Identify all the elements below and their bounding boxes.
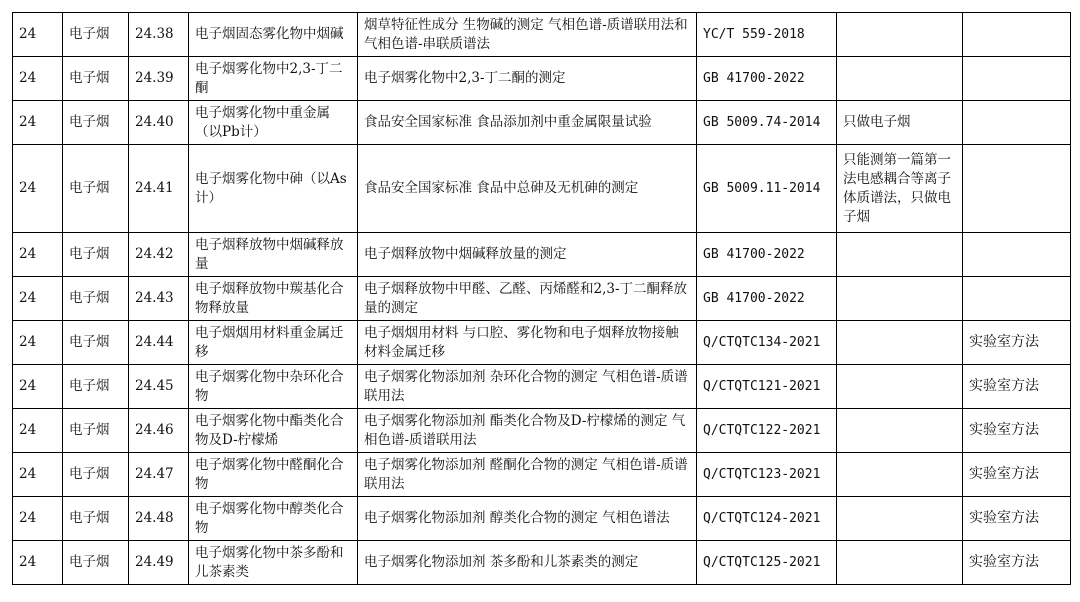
category-cell: 电子烟 xyxy=(63,453,129,497)
test-method-cell: 烟草特征性成分 生物碱的测定 气相色谱-质谱联用法和气相色谱-串联质谱法 xyxy=(358,13,697,57)
standard-code-cell: Q/CTQTC121-2021 xyxy=(697,365,837,409)
table-row xyxy=(13,233,1071,277)
category-number-cell: 24 xyxy=(13,145,63,233)
table-row xyxy=(13,497,1071,541)
table-row xyxy=(13,365,1071,409)
limitation-cell xyxy=(837,13,963,57)
table-row xyxy=(13,145,1071,233)
remark-cell: 实验室方法 xyxy=(963,453,1071,497)
limitation-cell xyxy=(837,409,963,453)
item-number-cell: 24.44 xyxy=(129,321,189,365)
category-cell: 电子烟 xyxy=(63,321,129,365)
category-number-cell: 24 xyxy=(13,321,63,365)
item-number-cell: 24.43 xyxy=(129,277,189,321)
remark-cell: 实验室方法 xyxy=(963,321,1071,365)
standard-code-cell: Q/CTQTC124-2021 xyxy=(697,497,837,541)
category-number-cell: 24 xyxy=(13,497,63,541)
test-item-cell: 电子烟雾化物中2,3-丁二酮 xyxy=(189,57,358,101)
limitation-cell xyxy=(837,453,963,497)
category-number-cell: 24 xyxy=(13,277,63,321)
remark-cell: 实验室方法 xyxy=(963,541,1071,585)
test-method-cell: 电子烟雾化物添加剂 杂环化合物的测定 气相色谱-质谱联用法 xyxy=(358,365,697,409)
remark-cell xyxy=(963,13,1071,57)
category-number-cell: 24 xyxy=(13,233,63,277)
table-row xyxy=(13,409,1071,453)
standard-code-cell: Q/CTQTC123-2021 xyxy=(697,453,837,497)
item-number-cell: 24.38 xyxy=(129,13,189,57)
category-number-cell: 24 xyxy=(13,57,63,101)
limitation-cell: 只做电子烟 xyxy=(837,101,963,145)
category-cell: 电子烟 xyxy=(63,365,129,409)
remark-cell: 实验室方法 xyxy=(963,409,1071,453)
limitation-cell xyxy=(837,365,963,409)
remark-cell xyxy=(963,101,1071,145)
table-row xyxy=(13,101,1071,145)
remark-cell xyxy=(963,277,1071,321)
test-item-cell: 电子烟雾化物中重金属（以Pb计） xyxy=(189,101,358,145)
remark-cell xyxy=(963,233,1071,277)
test-item-cell: 电子烟雾化物中醇类化合物 xyxy=(189,497,358,541)
test-item-cell: 电子烟雾化物中砷（以As计） xyxy=(189,145,358,233)
item-number-cell: 24.49 xyxy=(129,541,189,585)
standard-code-cell: YC/T 559-2018 xyxy=(697,13,837,57)
standard-code-cell: Q/CTQTC122-2021 xyxy=(697,409,837,453)
test-method-cell: 电子烟释放物中甲醛、乙醛、丙烯醛和2,3-丁二酮释放量的测定 xyxy=(358,277,697,321)
standard-code-cell: GB 5009.11-2014 xyxy=(697,145,837,233)
category-number-cell: 24 xyxy=(13,13,63,57)
item-number-cell: 24.39 xyxy=(129,57,189,101)
category-cell: 电子烟 xyxy=(63,101,129,145)
category-cell: 电子烟 xyxy=(63,57,129,101)
limitation-cell xyxy=(837,277,963,321)
test-method-cell: 食品安全国家标准 食品中总砷及无机砷的测定 xyxy=(358,145,697,233)
test-items-table xyxy=(12,12,1071,585)
standard-code-cell: GB 41700-2022 xyxy=(697,233,837,277)
item-number-cell: 24.46 xyxy=(129,409,189,453)
standard-code-cell: GB 5009.74-2014 xyxy=(697,101,837,145)
table-row xyxy=(13,541,1071,585)
category-number-cell: 24 xyxy=(13,365,63,409)
test-item-cell: 电子烟雾化物中杂环化合物 xyxy=(189,365,358,409)
limitation-cell xyxy=(837,233,963,277)
table-row xyxy=(13,321,1071,365)
category-number-cell: 24 xyxy=(13,409,63,453)
test-method-cell: 电子烟雾化物中2,3-丁二酮的测定 xyxy=(358,57,697,101)
category-cell: 电子烟 xyxy=(63,541,129,585)
category-number-cell: 24 xyxy=(13,101,63,145)
category-number-cell: 24 xyxy=(13,541,63,585)
item-number-cell: 24.47 xyxy=(129,453,189,497)
remark-cell xyxy=(963,57,1071,101)
category-cell: 电子烟 xyxy=(63,497,129,541)
test-item-cell: 电子烟雾化物中酯类化合物及D-柠檬烯 xyxy=(189,409,358,453)
limitation-cell xyxy=(837,541,963,585)
category-cell: 电子烟 xyxy=(63,13,129,57)
table-row xyxy=(13,13,1071,57)
test-item-cell: 电子烟烟用材料重金属迁移 xyxy=(189,321,358,365)
table-row xyxy=(13,57,1071,101)
remark-cell xyxy=(963,145,1071,233)
test-item-cell: 电子烟释放物中羰基化合物释放量 xyxy=(189,277,358,321)
item-number-cell: 24.42 xyxy=(129,233,189,277)
test-item-cell: 电子烟雾化物中醛酮化合物 xyxy=(189,453,358,497)
limitation-cell xyxy=(837,497,963,541)
standard-code-cell: GB 41700-2022 xyxy=(697,57,837,101)
test-method-cell: 电子烟雾化物添加剂 醛酮化合物的测定 气相色谱-质谱联用法 xyxy=(358,453,697,497)
remark-cell: 实验室方法 xyxy=(963,497,1071,541)
category-cell: 电子烟 xyxy=(63,409,129,453)
remark-cell: 实验室方法 xyxy=(963,365,1071,409)
limitation-cell xyxy=(837,321,963,365)
test-method-cell: 食品安全国家标准 食品添加剂中重金属限量试验 xyxy=(358,101,697,145)
category-cell: 电子烟 xyxy=(63,277,129,321)
standard-code-cell: Q/CTQTC125-2021 xyxy=(697,541,837,585)
limitation-cell xyxy=(837,57,963,101)
standard-code-cell: GB 41700-2022 xyxy=(697,277,837,321)
test-item-cell: 电子烟雾化物中茶多酚和儿茶素类 xyxy=(189,541,358,585)
category-cell: 电子烟 xyxy=(63,145,129,233)
standard-code-cell: Q/CTQTC134-2021 xyxy=(697,321,837,365)
item-number-cell: 24.40 xyxy=(129,101,189,145)
test-item-cell: 电子烟固态雾化物中烟碱 xyxy=(189,13,358,57)
test-method-cell: 电子烟雾化物添加剂 酯类化合物及D-柠檬烯的测定 气相色谱-质谱联用法 xyxy=(358,409,697,453)
item-number-cell: 24.45 xyxy=(129,365,189,409)
limitation-cell: 只能测第一篇第一法电感耦合等离子体质谱法，只做电子烟 xyxy=(837,145,963,233)
table-row xyxy=(13,277,1071,321)
test-method-cell: 电子烟雾化物添加剂 醇类化合物的测定 气相色谱法 xyxy=(358,497,697,541)
table-row xyxy=(13,453,1071,497)
test-method-cell: 电子烟烟用材料 与口腔、雾化物和电子烟释放物接触材料金属迁移 xyxy=(358,321,697,365)
item-number-cell: 24.41 xyxy=(129,145,189,233)
test-method-cell: 电子烟释放物中烟碱释放量的测定 xyxy=(358,233,697,277)
category-number-cell: 24 xyxy=(13,453,63,497)
test-item-cell: 电子烟释放物中烟碱释放量 xyxy=(189,233,358,277)
test-method-cell: 电子烟雾化物添加剂 茶多酚和儿茶素类的测定 xyxy=(358,541,697,585)
category-cell: 电子烟 xyxy=(63,233,129,277)
item-number-cell: 24.48 xyxy=(129,497,189,541)
